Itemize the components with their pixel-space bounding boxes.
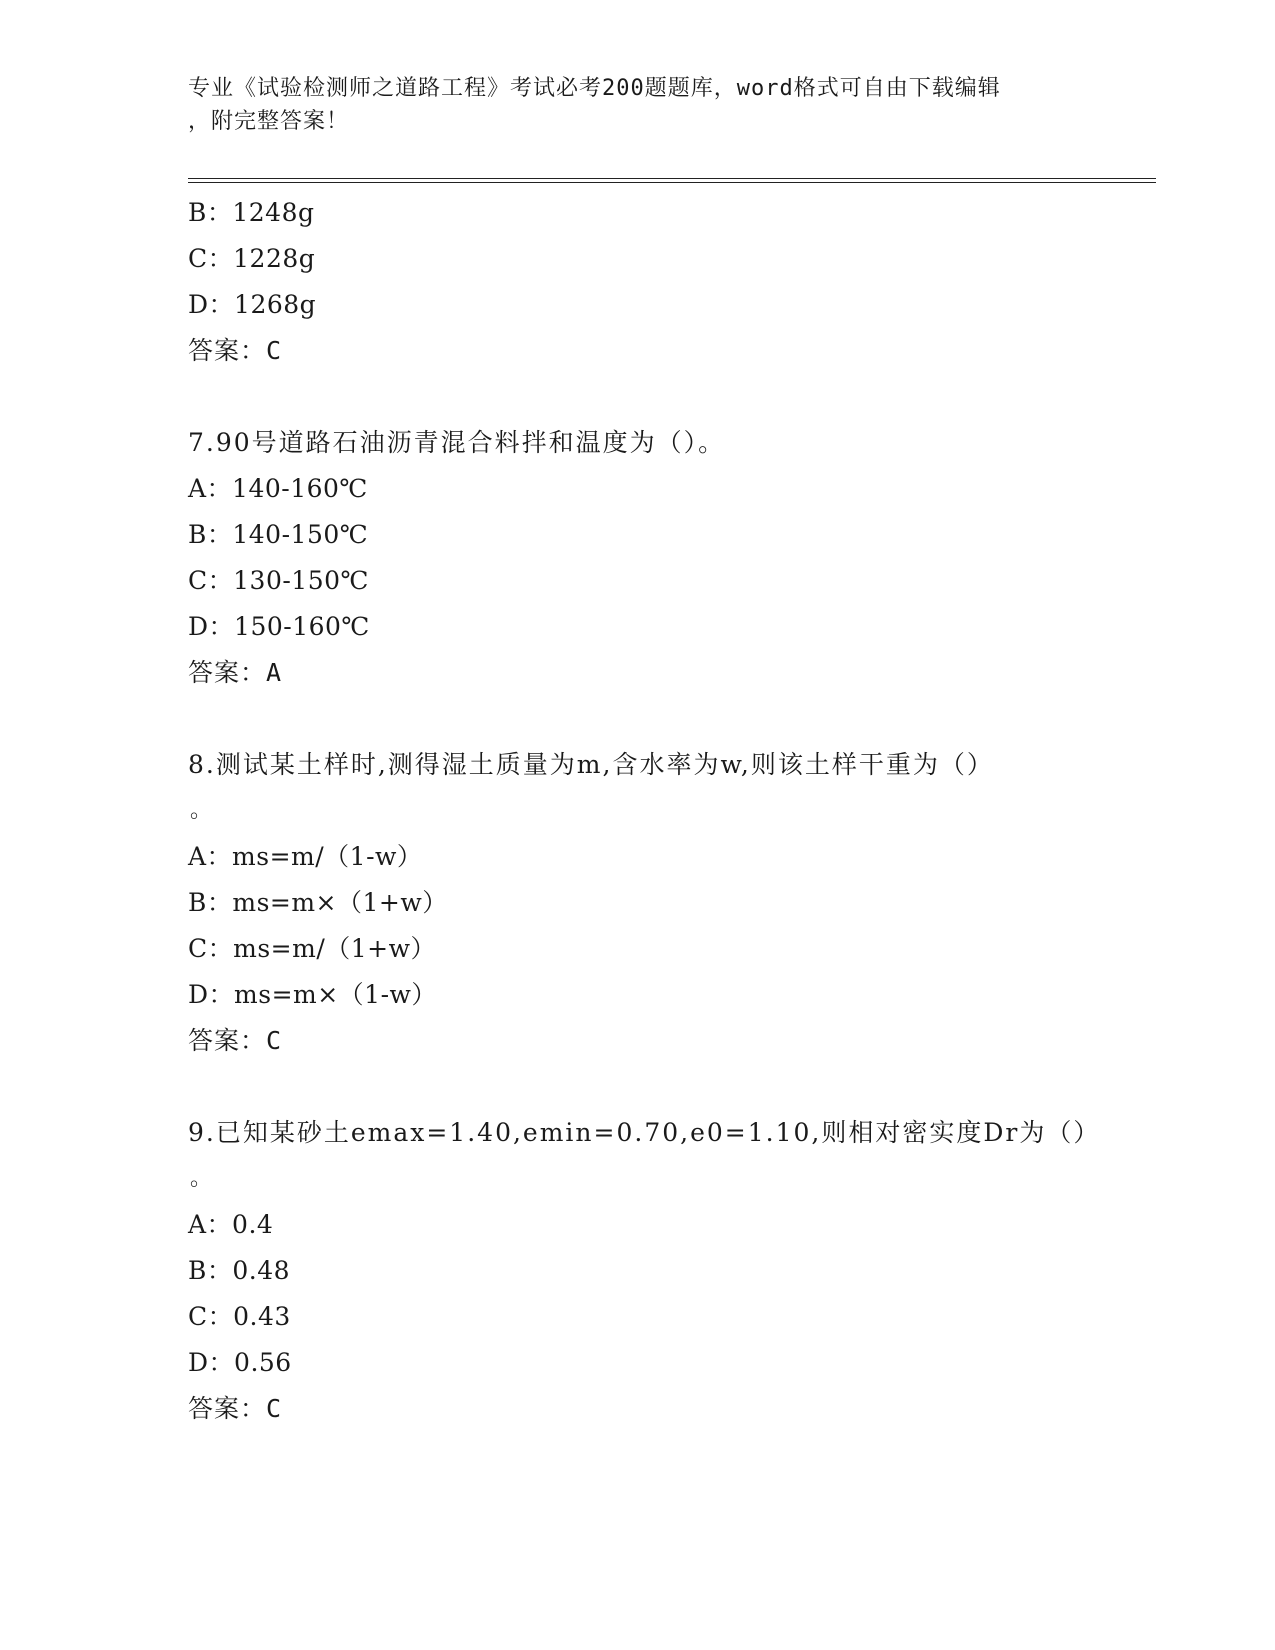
option-c: C：0.43 (188, 1302, 291, 1331)
question-stem: 8.测试某土样时,测得湿土质量为m,含水率为w,则该土样干重为（） (188, 750, 994, 779)
continued-question (188, 190, 1128, 374)
option-c: C：130-150℃ (188, 566, 369, 595)
question-9 (188, 1110, 1128, 1432)
question-7 (188, 420, 1128, 696)
answer-line: 答案：C (188, 1026, 283, 1055)
document-body (188, 190, 1128, 1432)
question-stem: 9.已知某砂土emax=1.40,emin=0.70,e0=1.10,则相对密实度Dr为（） (188, 1118, 1101, 1147)
question-stem: 7.90号道路石油沥青混合料拌和温度为（）。 (188, 428, 726, 457)
option-b: B：ms=m×（1+w） (188, 888, 448, 917)
answer-line: 答案：C (188, 336, 283, 365)
answer-line: 答案：C (188, 1394, 283, 1423)
option-c: C：1228g (188, 244, 316, 273)
option-a: A：ms=m/（1-w） (188, 842, 423, 871)
option-d: D：ms=m×（1-w） (188, 980, 437, 1009)
option-b: B：140-150℃ (188, 520, 369, 549)
option-d: D：1268g (188, 290, 317, 319)
document-header (188, 72, 1088, 138)
question-stem-continuation: 。 (190, 798, 213, 823)
option-d: D：0.56 (188, 1348, 292, 1377)
header-title-line-1: 专业《试验检测师之道路工程》考试必考200题题库，word格式可自由下载编辑 (188, 76, 1001, 101)
answer-line: 答案：A (188, 658, 283, 687)
question-8 (188, 742, 1128, 1064)
header-divider-bottom (188, 182, 1156, 183)
option-a: A：140-160℃ (188, 474, 368, 503)
question-stem-continuation: 。 (190, 1166, 213, 1191)
header-divider-top (188, 178, 1156, 179)
header-title-line-2: ，附完整答案！ (188, 109, 350, 134)
option-b: B：1248g (188, 198, 315, 227)
option-b: B：0.48 (188, 1256, 291, 1285)
option-c: C：ms=m/（1+w） (188, 934, 436, 963)
option-d: D：150-160℃ (188, 612, 370, 641)
option-a: A：0.4 (188, 1210, 274, 1239)
